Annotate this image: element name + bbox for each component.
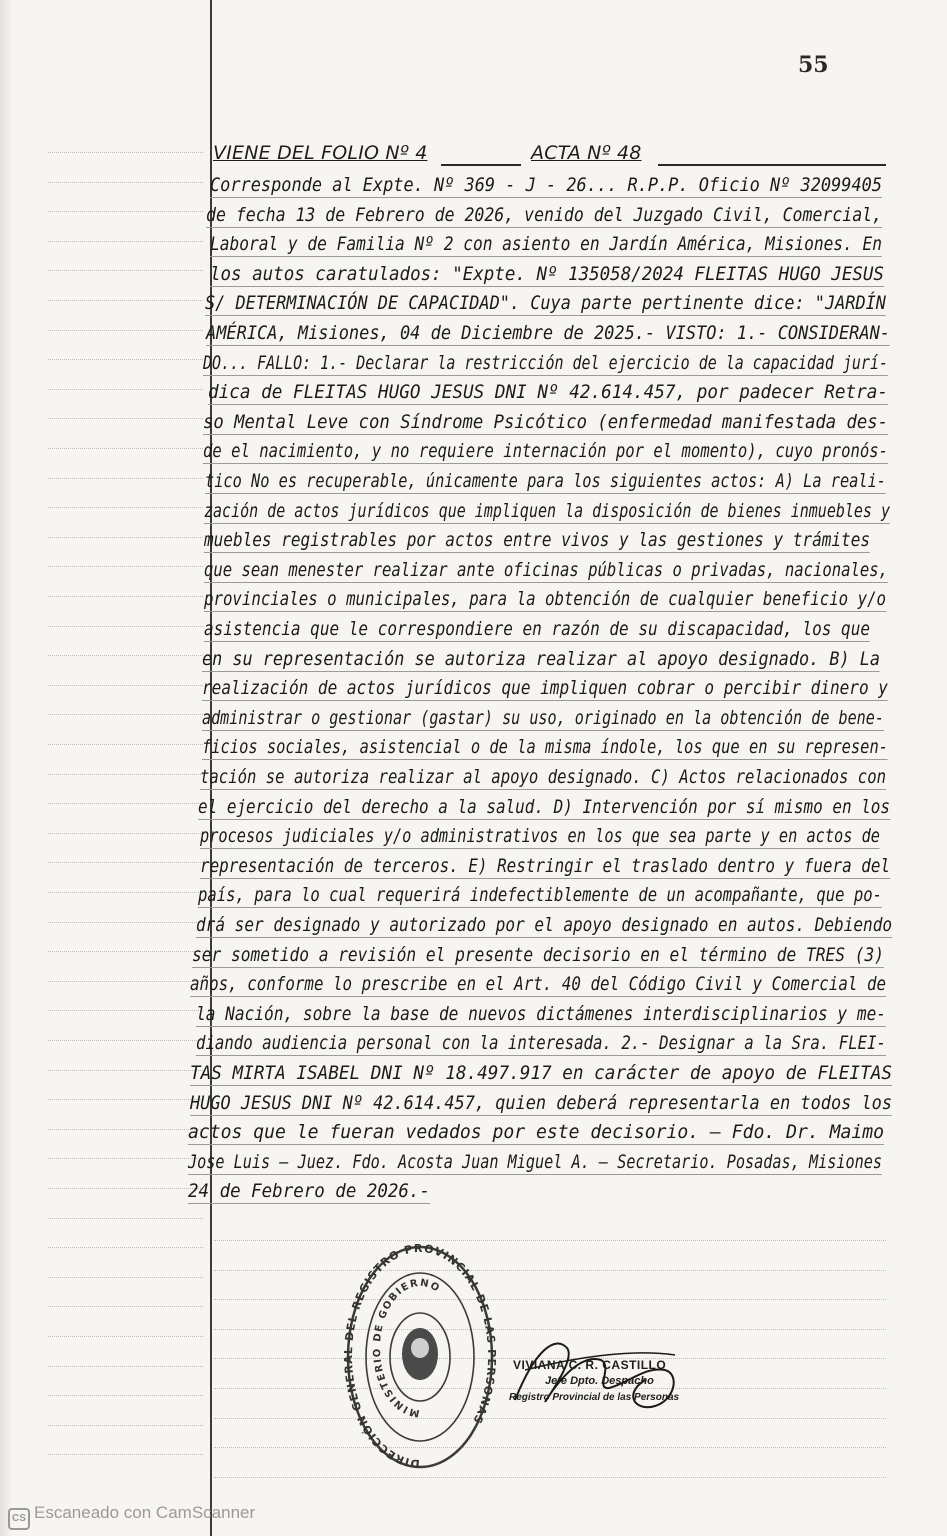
acta-line: HUGO JESUS DNI Nº 42.614.457, quien deberá representarla en todos los <box>190 1091 893 1114</box>
acta-line: ser sometido a revisión el presente decisorio en el término de TRES (3) <box>192 943 884 966</box>
acta-line: años, conforme lo prescribe en el Art. 40 del Código Civil y Comercial de <box>190 973 887 996</box>
acta-line: administrar o gestionar (gastar) su uso, originado en la obtención de bene- <box>202 706 884 729</box>
margin-ruled-line <box>48 685 203 686</box>
page-ruled-line <box>214 1447 886 1448</box>
header-underline-2 <box>658 164 886 166</box>
margin-ruled-line <box>48 714 203 715</box>
margin-ruled-line <box>48 922 203 923</box>
margin-ruled-line <box>48 1040 203 1041</box>
acta-line: muebles registrables por actos entre vivos y las gestiones y trámites <box>204 529 871 552</box>
seal-outer-text: DIRECCIÓN GENE DEL REGISTRO PROVINCIAL DE LA SONAS <box>344 1242 496 1471</box>
official-seal <box>344 1242 496 1472</box>
acta-line: diando audiencia personal con la interesada. 2.- Designar a la Sra. FLEI- <box>196 1032 886 1055</box>
page-ruled-line <box>214 1240 886 1241</box>
header-underline-1 <box>441 164 521 166</box>
margin-ruled-line <box>48 862 203 863</box>
margin-ruled-line <box>48 655 203 656</box>
acta-line: DO... FALLO: 1.- Declarar la restricción del ejercicio de la capacidad jurí- <box>203 351 888 374</box>
margin-ruled-line <box>48 1454 203 1455</box>
acta-line: zación de actos jurídicos que impliquen la disposición de bienes inmuebles y <box>204 499 891 522</box>
margin-ruled-line <box>48 1158 203 1159</box>
acta-line: actos que le fueran vedados por este decisorio. — Fdo. Dr. Maimo <box>188 1121 885 1144</box>
margin-ruled-line <box>48 1129 203 1130</box>
camscanner-watermark <box>8 1503 255 1527</box>
margin-ruled-line <box>48 1010 203 1011</box>
acta-line: los autos caratulados: "Expte. Nº 135058/2024 FLEITAS HUGO JESUS <box>210 262 884 285</box>
folio-number: 55 <box>798 52 829 78</box>
page-ruled-line <box>214 1299 886 1300</box>
stamp-organization: Registro Provincial de las Personas <box>509 1392 680 1403</box>
acta-line: S/ DETERMINACIÓN DE CAPACIDAD". Cuya parte pertinente dice: "JARDÍN <box>205 292 886 315</box>
acta-line: ficios sociales, asistencial o de la misma índole, los que en su represen- <box>202 736 888 759</box>
margin-ruled-line <box>48 626 203 627</box>
margin-ruled-line <box>48 566 203 567</box>
acta-line: país, para lo cual requerirá indefectiblemente de un acompañante, que po- <box>198 884 882 907</box>
scan-edge <box>0 0 12 1536</box>
acta-line: drá ser designado y autorizado por el apoyo designado en autos. Debiendo <box>196 914 893 936</box>
acta-line: de fecha 13 de Febrero de 2026, venido del Juzgado Civil, Comercial, <box>206 203 883 226</box>
margin-ruled-line <box>48 833 203 834</box>
viene-del-folio: VIENE DEL FOLIO Nº 4 <box>213 142 428 164</box>
acta-line: Jose Luis — Juez. Fdo. Acosta Juan Miguel A. — Secretario. Posadas, Misiones <box>188 1150 883 1173</box>
margin-ruled-line <box>48 774 203 775</box>
acta-line: tico No es recuperable, únicamente para los siguientes actos: A) La reali- <box>205 470 886 492</box>
margin-ruled-line <box>48 1366 203 1367</box>
acta-line: de el nacimiento, y no requiere internación por el momento), cuyo pronós- <box>203 440 888 463</box>
margin-ruled-line <box>48 330 203 331</box>
margin-ruled-line <box>48 478 203 479</box>
margin-ruled-line <box>48 418 203 419</box>
margin-ruled-line <box>48 1218 203 1219</box>
acta-line: realización de actos jurídicos que impliquen cobrar o percibir dinero y <box>202 677 888 700</box>
seal-graphic <box>344 1242 496 1472</box>
stamp-role: Jefe Dpto. Despacho <box>545 1375 654 1387</box>
margin-ruled-line <box>48 596 203 597</box>
margin-ruled-line <box>48 892 203 893</box>
margin-ruled-line <box>48 359 203 360</box>
camscanner-logo-icon: CS <box>8 1508 30 1530</box>
margin-ruled-line <box>48 1395 203 1396</box>
acta-line: en su representación se autoriza realizar al apoyo designado. B) La <box>202 647 880 670</box>
acta-line: procesos judiciales y/o administrativos en los que sea parte y en actos de <box>200 825 880 848</box>
seal-inner-text: MINISTERIO DE GOBIERNO <box>371 1277 443 1419</box>
acta-line: so Mental Leve con Síndrome Psicótico (enfermedad manifestada des- <box>203 410 888 433</box>
margin-ruled-line <box>48 300 203 301</box>
acta-line: el ejercicio del derecho a la salud. D) Intervención por sí mismo en los <box>198 795 890 818</box>
acta-line: AMÉRICA, Misiones, 04 de Diciembre de 2025.- VISTO: 1.- CONSIDERAN- <box>206 322 891 344</box>
acta-line: representación de terceros. E) Restringir el traslado dentro y fuera del <box>200 854 891 877</box>
margin-ruled-line <box>48 182 203 183</box>
margin-ruled-line <box>48 951 203 952</box>
margin-ruled-line <box>48 1277 203 1278</box>
margin-ruled-line <box>48 803 203 804</box>
margin-ruled-line <box>48 241 203 242</box>
acta-line: provinciales o municipales, para la obtención de cualquier beneficio y/o <box>204 588 887 611</box>
acta-line: la Nación, sobre la base de nuevos dictámenes interdisciplinarios y me- <box>196 1002 887 1025</box>
margin-ruled-line <box>48 1188 203 1189</box>
page-ruled-line <box>214 1270 886 1271</box>
margin-ruled-line <box>48 744 203 745</box>
margin-ruled-line <box>48 537 203 538</box>
acta-line: 24 de Febrero de 2026.- <box>188 1180 431 1203</box>
margin-ruled-line <box>48 1336 203 1337</box>
margin-ruled-line <box>48 389 203 390</box>
acta-line: TAS MIRTA ISABEL DNI Nº 18.497.917 en carácter de apoyo de FLEITAS <box>190 1062 892 1084</box>
margin-ruled-line <box>48 1425 203 1426</box>
acta-line: dica de FLEITAS HUGO JESUS DNI Nº 42.614.457, por padecer Retra- <box>208 381 888 404</box>
margin-ruled-line <box>48 211 203 212</box>
margin-ruled-line <box>48 1070 203 1071</box>
margin-ruled-line <box>48 1099 203 1100</box>
margin-ruled-line <box>48 152 203 153</box>
margin-ruled-line <box>48 270 203 271</box>
stamp-name: VIVIANA C. R. CASTILLO <box>513 1358 667 1372</box>
acta-line: Laboral y de Familia Nº 2 con asiento en Jardín América, Misiones. En <box>210 233 883 256</box>
acta-line: que sean menester realizar ante oficinas públicas o privadas, nacionales, <box>204 558 888 581</box>
watermark-text: Escaneado con CamScanner <box>34 1503 256 1522</box>
margin-ruled-line <box>48 507 203 508</box>
margin-ruled-line <box>48 448 203 449</box>
margin-ruled-line <box>48 1247 203 1248</box>
margin-ruled-line <box>48 1306 203 1307</box>
acta-line: Corresponde al Expte. Nº 369 - J - 26... R.P.P. Oficio Nº 32099405 <box>210 174 883 196</box>
signature-stamp <box>505 1330 705 1420</box>
page-ruled-line <box>214 1477 886 1478</box>
header-line <box>213 140 893 170</box>
acta-number: ACTA Nº 48 <box>531 142 642 164</box>
acta-line: asistencia que le correspondiere en razón de su discapacidad, los que <box>204 618 871 640</box>
acta-line: tación se autoriza realizar al apoyo designado. C) Actos relacionados con <box>200 766 886 788</box>
margin-ruled-line <box>48 981 203 982</box>
